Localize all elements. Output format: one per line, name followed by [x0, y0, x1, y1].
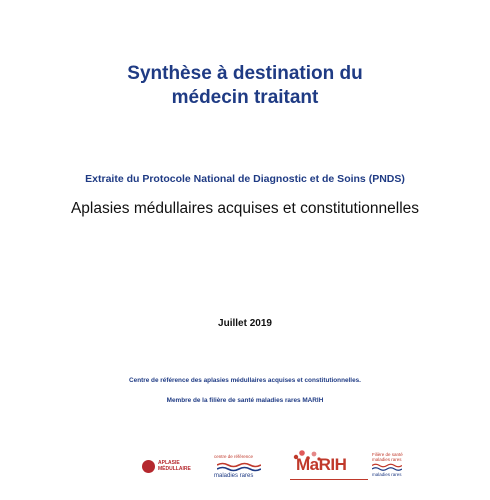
marih-logo-text: MaRIH	[296, 455, 347, 474]
document-title-line-2: médecin traitant	[171, 87, 319, 108]
aplasie-medullaire-logo	[142, 458, 198, 478]
aplasie-logo-text: APLASIE MÉDULLAIRE	[158, 460, 191, 472]
partner-logos	[0, 446, 490, 486]
crmr-logo-bottom-text: maladies rares	[214, 473, 254, 479]
centre-reference-logo	[214, 454, 266, 482]
reference-centre-text: Centre de référence des aplasies médullaires acquises et constitutionnelles.	[129, 377, 361, 384]
waves-icon	[217, 462, 261, 472]
crmr-logo-top-text: centre de référence	[214, 454, 254, 459]
filiere-membership-text: Membre de la filière de santé maladies rares MARIH	[166, 397, 324, 404]
filiere-logo-top-text: Filière de santé maladies rares	[372, 452, 403, 462]
filiere-sante-logo	[372, 452, 406, 482]
document-title-line-1: Synthèse à destination du	[127, 63, 363, 84]
document-main-title: Aplasies médullaires acquises et constitutionnelles	[70, 200, 420, 217]
aplasie-mark-icon	[142, 460, 155, 473]
document-subtitle: Extraite du Protocole National de Diagnostic et de Soins (PNDS)	[85, 173, 405, 185]
document-date: Juillet 2019	[218, 318, 272, 329]
marih-tagline-line	[290, 478, 368, 481]
marih-logo	[290, 449, 368, 483]
filiere-logo-bottom-text: maladies rares	[372, 472, 402, 477]
waves-icon	[372, 463, 402, 471]
